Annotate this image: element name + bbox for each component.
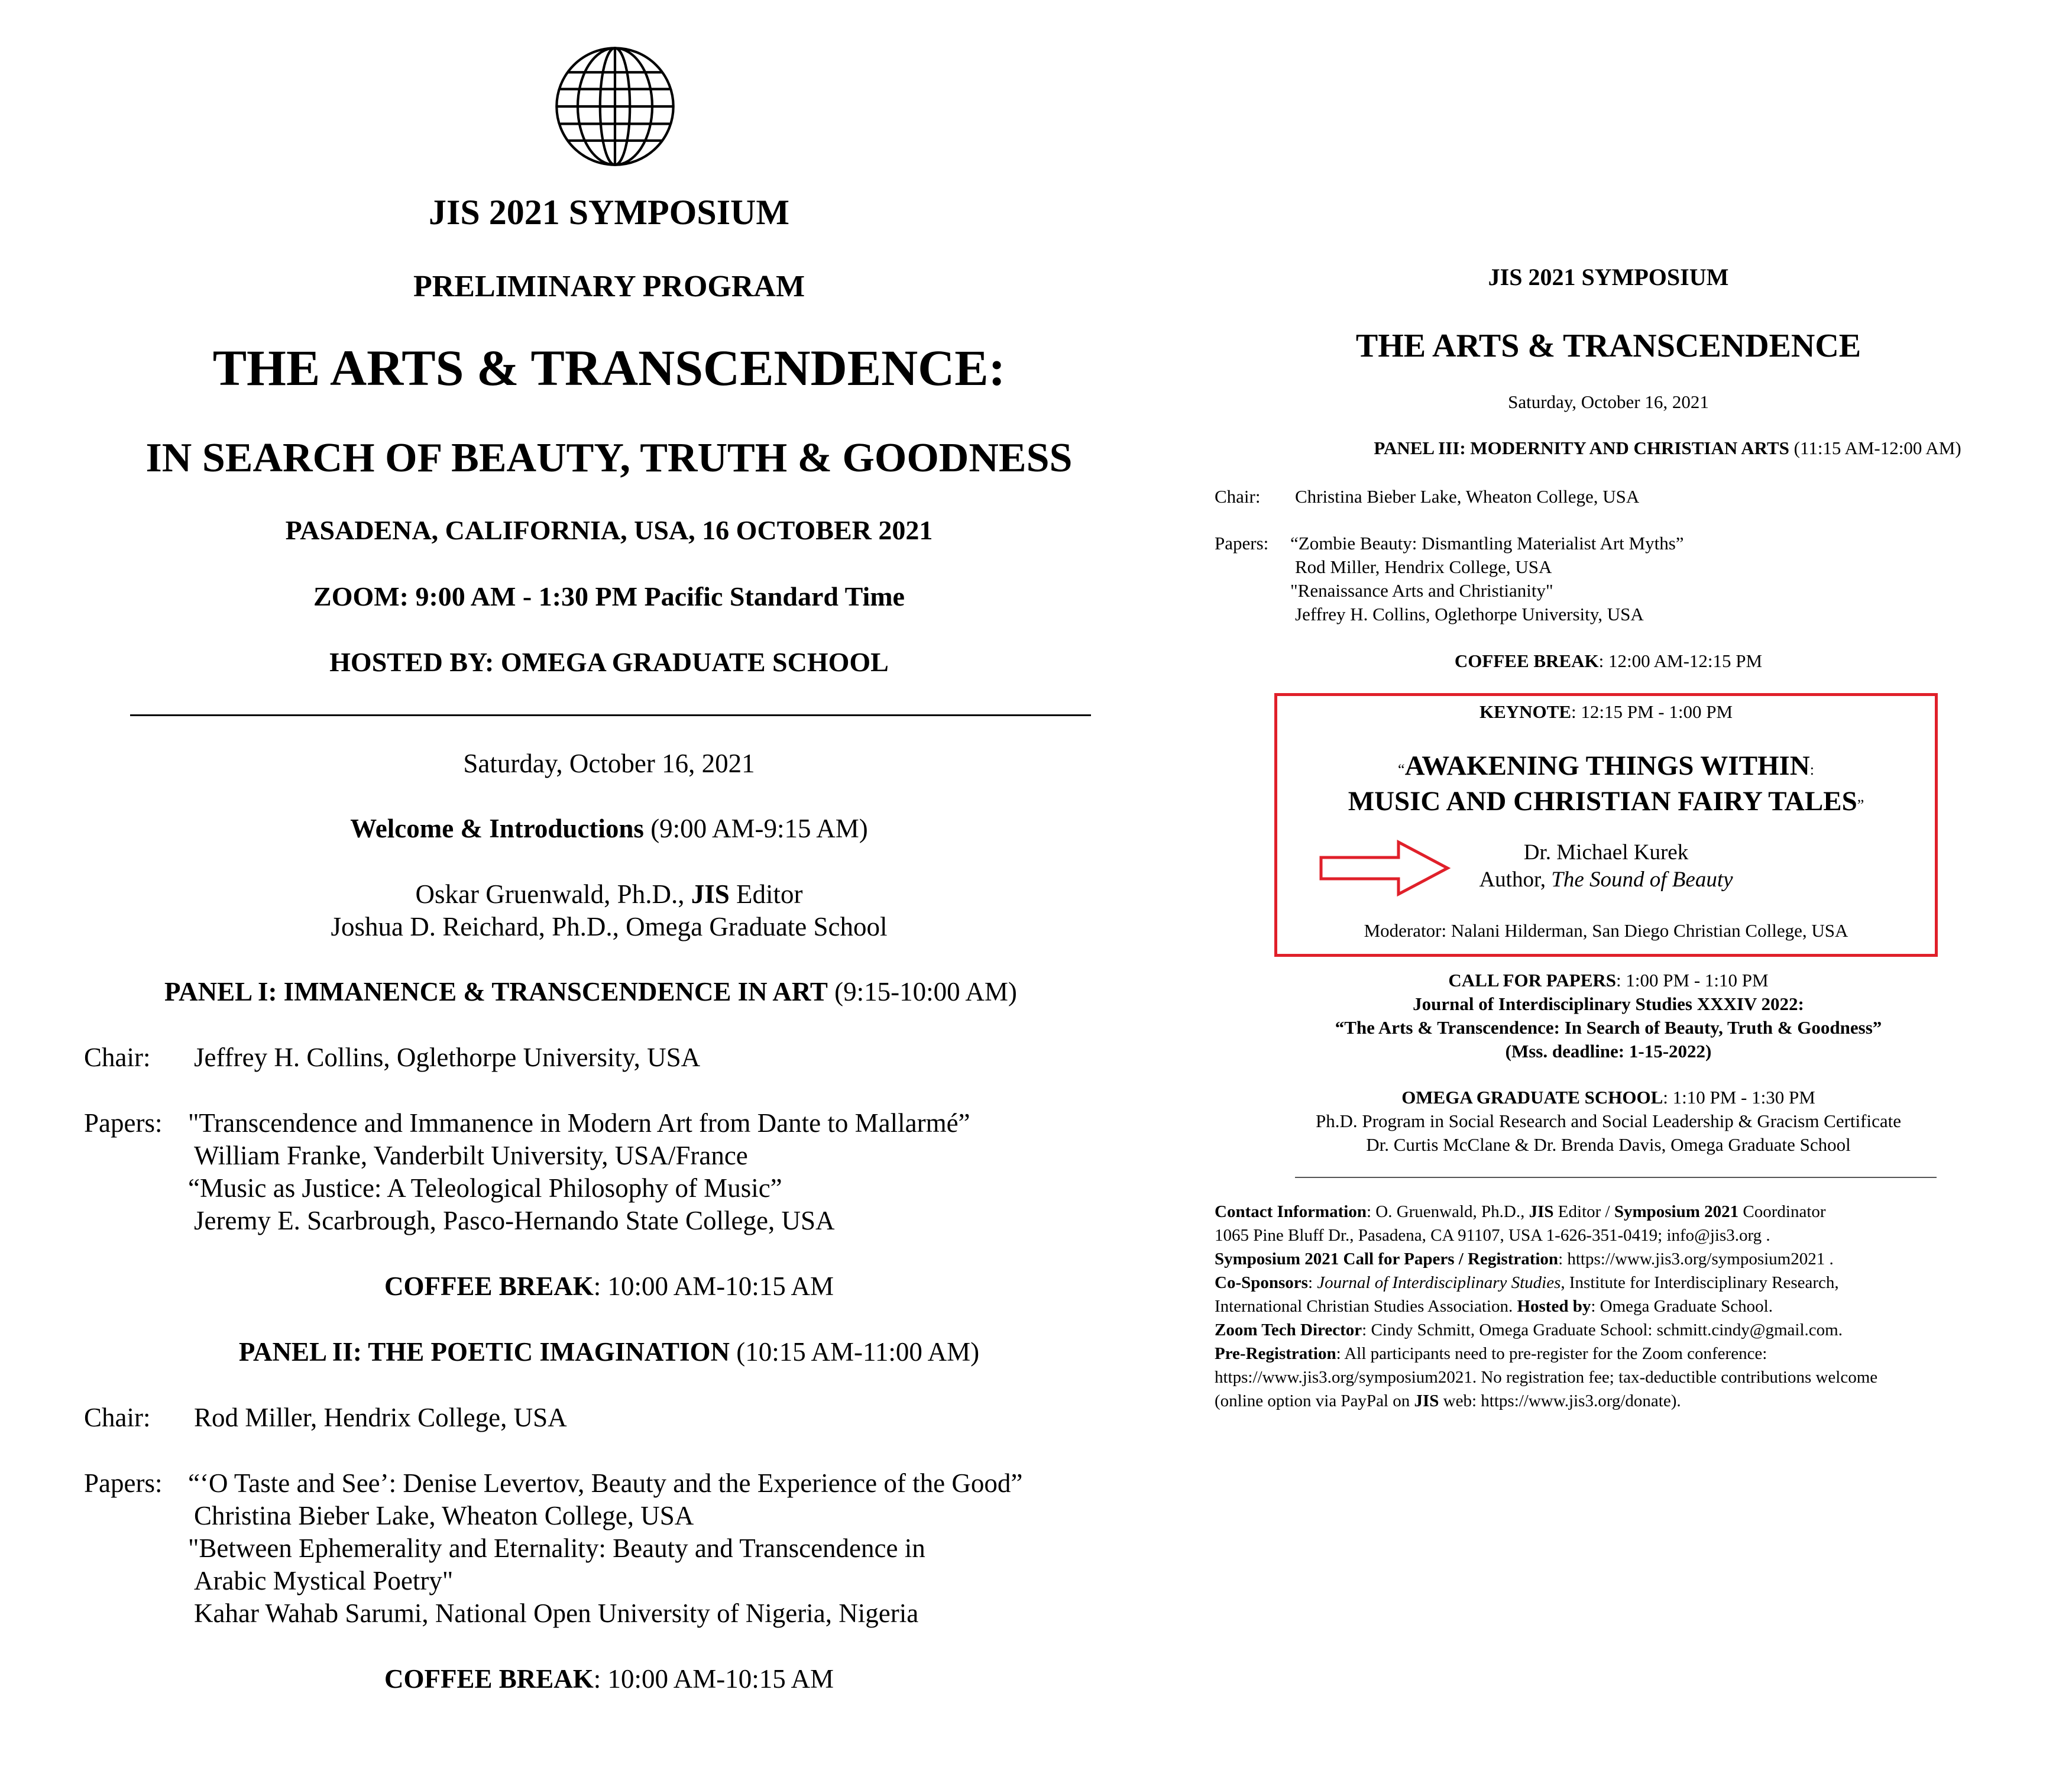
left-preliminary-program: PRELIMINARY PROGRAM	[413, 270, 805, 303]
panel1-paper-line: Jeremy E. Scarbrough, Pasco-Hernando State College, USA	[194, 1206, 835, 1235]
right-main-title: THE ARTS & TRANSCENDENCE	[1355, 328, 1861, 364]
call-journal: Journal of Interdisciplinary Studies XXXIV 2022:	[1413, 993, 1804, 1014]
keynote-quote-open: “	[1398, 761, 1405, 778]
intro-speaker-1-jis: JIS	[691, 879, 730, 909]
panel1-chair-label: Chair:	[84, 1043, 151, 1072]
panel2-title: PANEL II: THE POETIC IMAGINATION	[238, 1337, 730, 1367]
panel1-title: PANEL I: IMMANENCE & TRANSCENDENCE IN ART	[164, 977, 828, 1007]
panel2-papers-label: Papers:	[84, 1468, 163, 1498]
panel2-chair: Rod Miller, Hendrix College, USA	[194, 1403, 567, 1432]
right-coffee-break	[1194, 651, 2022, 672]
keynote-title-line-2	[1274, 785, 1938, 817]
keynote-book-title: The Sound of Beauty	[1551, 868, 1733, 892]
left-zoom-time: ZOOM: 9:00 AM - 1:30 PM Pacific Standard Time	[313, 581, 905, 611]
pre-registration-line: Pre-Registration: All participants need to pre-register for the Zoom conference:	[1215, 1344, 1767, 1363]
panel1-time: (9:15-10:00 AM)	[827, 977, 1017, 1007]
keynote-title-line-1	[1274, 750, 1938, 782]
panel2-heading	[0, 1336, 1218, 1367]
left-symposium-title: JIS 2021 SYMPOSIUM	[428, 193, 790, 232]
welcome-line	[0, 813, 1218, 844]
panel2-time: (10:15 AM-11:00 AM)	[730, 1337, 980, 1367]
panel1-heading	[164, 976, 1017, 1007]
left-location: PASADENA, CALIFORNIA, USA, 16 OCTOBER 2021	[285, 515, 933, 545]
coffee-break-1	[0, 1271, 1218, 1302]
intro-speaker-2: Joshua D. Reichard, Ph.D., Omega Graduate School	[331, 912, 888, 941]
call-deadline: (Mss. deadline: 1-15-2022)	[1505, 1041, 1712, 1062]
omega-speakers: Dr. Curtis McClane & Dr. Brenda Davis, Omega Graduate School	[1366, 1134, 1851, 1155]
keynote-highlight-box	[1274, 693, 1938, 957]
keynote-speaker: Dr. Michael Kurek	[1523, 840, 1689, 865]
coffee-break-2-label: COFFEE BREAK	[384, 1664, 594, 1694]
keynote-quote-close: ”	[1857, 797, 1864, 814]
welcome-time: (9:00 AM-9:15 AM)	[643, 814, 868, 843]
panel2-paper-line: “‘O Taste and See’: Denise Levertov, Beauty and the Experience of the Good”	[188, 1468, 1023, 1498]
left-hosted-by: HOSTED BY: OMEGA GRADUATE SCHOOL	[329, 647, 889, 677]
right-divider	[1295, 1177, 1937, 1178]
right-coffee-break-label: COFFEE BREAK	[1454, 651, 1599, 671]
omega-time: : 1:10 PM - 1:30 PM	[1663, 1087, 1815, 1108]
panel1-papers-label: Papers:	[84, 1108, 163, 1138]
welcome-title: Welcome & Introductions	[350, 814, 644, 843]
globe-logo-icon	[553, 44, 677, 169]
coffee-break-2	[0, 1664, 1218, 1694]
panel3-title: PANEL III: MODERNITY AND CHRISTIAN ARTS	[1374, 438, 1789, 458]
panel2-paper-line: Kahar Wahab Sarumi, National Open University of Nigeria, Nigeria	[194, 1598, 919, 1628]
call-theme: “The Arts & Transcendence: In Search of Beauty, Truth & Goodness”	[1335, 1017, 1882, 1038]
pre-registration-line-2: https://www.jis3.org/symposium2021. No registration fee; tax-deductible contributions welcome	[1215, 1368, 1878, 1387]
call-label: CALL FOR PAPERS	[1448, 970, 1617, 991]
registration-line: Symposium 2021 Call for Papers / Registration: https://www.jis3.org/symposium2021 .	[1215, 1250, 1834, 1268]
panel3-paper-line: "Renaissance Arts and Christianity"	[1290, 580, 1553, 601]
keynote-title-2: MUSIC AND CHRISTIAN FAIRY TALES	[1348, 786, 1857, 817]
right-coffee-break-time: : 12:00 AM-12:15 PM	[1598, 651, 1763, 671]
panel3-paper-line: “Zombie Beauty: Dismantling Materialist Art Myths”	[1290, 533, 1684, 554]
call-time: : 1:00 PM - 1:10 PM	[1616, 970, 1769, 991]
panel3-papers-label: Papers:	[1215, 533, 1269, 554]
keynote-time: : 12:15 PM - 1:00 PM	[1571, 701, 1733, 722]
zoom-tech-line: Zoom Tech Director: Cindy Schmitt, Omega Graduate School: schmitt.cindy@gmail.com.	[1215, 1321, 1843, 1339]
intro-speaker-1	[0, 879, 1218, 910]
call-for-papers-heading	[1194, 970, 2022, 991]
left-main-subtitle: IN SEARCH OF BEAUTY, TRUTH & GOODNESS	[145, 435, 1073, 481]
cosponsors-line-2: International Christian Studies Association. Hosted by: Omega Graduate School.	[1215, 1297, 1773, 1316]
panel2-paper-line: Christina Bieber Lake, Wheaton College, USA	[194, 1501, 694, 1530]
keynote-moderator: Moderator: Nalani Hilderman, San Diego Christian College, USA	[1364, 920, 1848, 941]
intro-speaker-1-name: Oskar Gruenwald, Ph.D.,	[415, 879, 691, 909]
intro-speaker-1-role: Editor	[729, 879, 803, 909]
cosponsors-line: Co-Sponsors: Journal of Interdisciplinary Studies, Institute for Interdisciplinary Research,	[1215, 1273, 1839, 1292]
right-page	[1194, 0, 2072, 1767]
keynote-label: KEYNOTE	[1479, 701, 1571, 722]
omega-label: OMEGA GRADUATE SCHOOL	[1401, 1087, 1663, 1108]
keynote-colon: :	[1809, 761, 1814, 778]
keynote-title-1: AWAKENING THINGS WITHIN	[1404, 750, 1810, 781]
keynote-author-prefix: Author,	[1479, 868, 1552, 892]
panel3-chair: Christina Bieber Lake, Wheaton College, USA	[1295, 486, 1640, 507]
panel3-heading	[1254, 438, 2072, 459]
panel3-chair-label: Chair:	[1215, 486, 1261, 507]
keynote-author-line	[1274, 867, 1938, 892]
right-symposium-title: JIS 2021 SYMPOSIUM	[1488, 264, 1729, 290]
panel2-paper-line: Arabic Mystical Poetry"	[194, 1566, 454, 1596]
keynote-heading	[1274, 701, 1938, 723]
panel2-chair-label: Chair:	[84, 1403, 151, 1432]
coffee-break-1-time: : 10:00 AM-10:15 AM	[593, 1271, 834, 1301]
coffee-break-1-label: COFFEE BREAK	[384, 1271, 594, 1301]
omega-heading	[1194, 1087, 2022, 1108]
left-main-title: THE ARTS & TRANSCENDENCE:	[212, 339, 1006, 396]
panel3-paper-line: Jeffrey H. Collins, Oglethorpe University, USA	[1295, 604, 1644, 624]
left-date: Saturday, October 16, 2021	[463, 749, 755, 778]
donate-line: (online option via PayPal on JIS web: https://www.jis3.org/donate).	[1215, 1391, 1681, 1410]
panel2-paper-line: "Between Ephemerality and Eternality: Beauty and Transcendence in	[188, 1533, 925, 1563]
right-date: Saturday, October 16, 2021	[1508, 391, 1709, 412]
coffee-break-2-time: : 10:00 AM-10:15 AM	[593, 1664, 834, 1694]
contact-line: Contact Information: O. Gruenwald, Ph.D., JIS Editor / Symposium 2021 Coordinator	[1215, 1202, 1826, 1221]
panel3-time: (11:15 AM-12:00 AM)	[1789, 438, 1961, 458]
panel3-paper-line: Rod Miller, Hendrix College, USA	[1295, 556, 1552, 577]
panel1-paper-line: William Franke, Vanderbilt University, USA/France	[194, 1141, 748, 1170]
left-divider	[130, 714, 1091, 716]
panel1-paper-line: “Music as Justice: A Teleological Philosophy of Music”	[188, 1173, 782, 1203]
contact-address: 1065 Pine Bluff Dr., Pasadena, CA 91107, USA 1-626-351-0419; info@jis3.org .	[1215, 1226, 1770, 1245]
panel1-paper-line: "Transcendence and Immanence in Modern Art from Dante to Mallarmé”	[188, 1108, 970, 1138]
omega-program: Ph.D. Program in Social Research and Social Leadership & Gracism Certificate	[1316, 1111, 1901, 1131]
panel1-chair: Jeffrey H. Collins, Oglethorpe University, USA	[194, 1043, 701, 1072]
